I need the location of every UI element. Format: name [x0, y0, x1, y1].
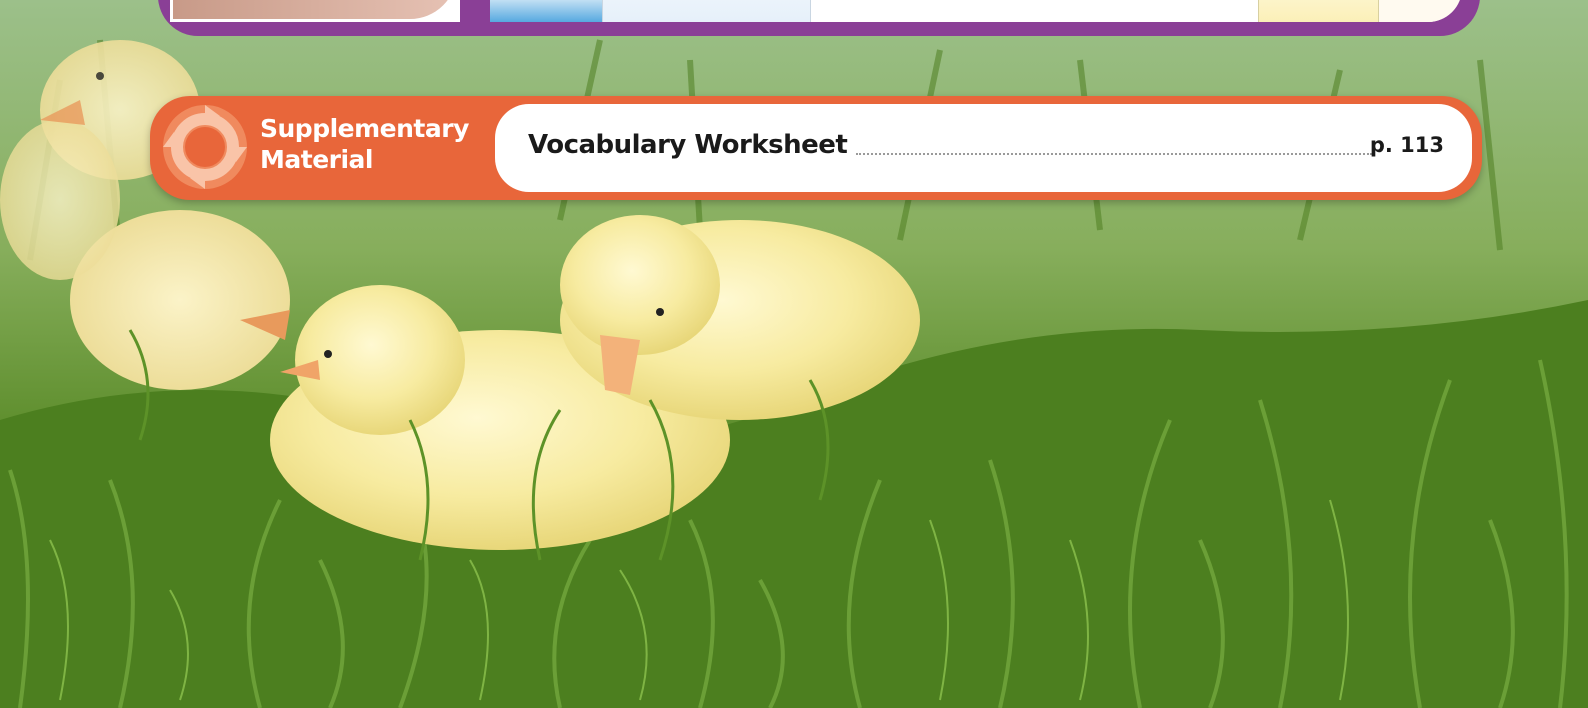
top-panel-divider — [460, 0, 490, 22]
top-panel-cell-blue — [490, 0, 602, 22]
dotted-leader — [856, 153, 1372, 155]
worksheet-entry[interactable] — [495, 104, 1472, 192]
top-panel-cell-white — [810, 0, 1259, 22]
top-panel-cell-cream — [1378, 0, 1462, 22]
top-panel-cell-light-blue — [602, 0, 811, 22]
cycle-arrows-icon — [160, 102, 250, 192]
top-panel-cell-yellow — [1258, 0, 1379, 22]
top-panel-thumbnail — [170, 0, 460, 22]
supplementary-material-label: Supplementary Material — [260, 114, 469, 174]
worksheet-title[interactable]: Vocabulary Worksheet — [528, 130, 848, 160]
top-navigation-panel — [158, 0, 1480, 36]
supplementary-material-banner — [150, 96, 1482, 200]
worksheet-page-number: p. 113 — [1369, 133, 1444, 157]
top-panel-inner — [170, 0, 1462, 22]
